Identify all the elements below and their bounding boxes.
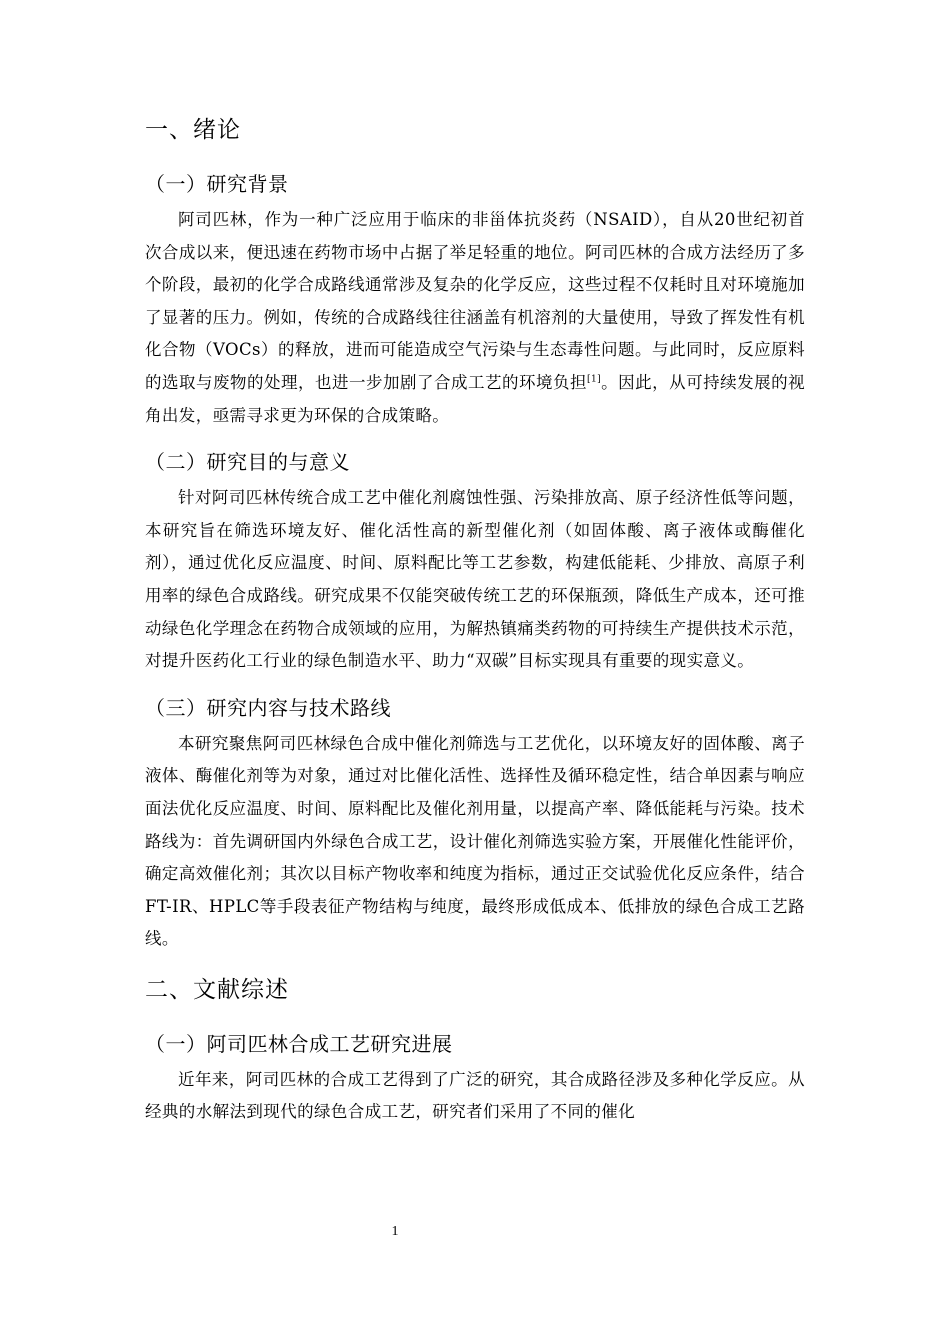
- paragraph-background-text-a: 阿司匹林，作为一种广泛应用于临床的非甾体抗炎药（NSAID），自从20世纪初首次合成以来，便迅速在药物市场中占据了举足轻重的地位。阿司匹林的合成方法经历了多个阶段，最初的化学合成路线通常涉及复杂的化学反应，这些过程不仅耗时且对环境施加了显著的压力。例如，传统的合成路线往往涵盖有机溶剂的大量使用，导致了挥发性有机化合物（VOCs）的释放，进而可能造成空气污染与生态毒性问题。与此同时，反应原料的选取与废物的处理，也进一步加剧了合成工艺的环境负担: [145, 210, 805, 392]
- paragraph-background-text-b: 。因此，从可持续发展的视角出发，亟需寻求更为环保的合成策略。: [145, 372, 805, 425]
- paragraph-content-route: 本研究聚焦阿司匹林绿色合成中催化剂筛选与工艺优化，以环境友好的固体酸、离子液体、酶催化剂等为对象，通过对比催化活性、选择性及循环稳定性，结合单因素与响应面法优化反应温度、时间、原料配比及催化剂用量，以提高产率、降低能耗与污染。技术路线为：首先调研国内外绿色合成工艺，设计催化剂筛选实验方案，开展催化性能评价，确定高效催化剂；其次以目标产物收率和纯度为指标，通过正交试验优化反应条件，结合FT-IR、HPLC等手段表征产物结构与纯度，最终形成低成本、低排放的绿色合成工艺路线。: [145, 733, 805, 949]
- section-heading-literature-review: 二、文献综述: [145, 976, 289, 1003]
- paragraph-synthesis-progress: 近年来，阿司匹林的合成工艺得到了广泛的研究，其合成路径涉及多种化学反应。从经典的水解法到现代的绿色合成工艺，研究者们采用了不同的催化: [145, 1069, 805, 1122]
- subsection-heading-purpose: （二）研究目的与意义: [145, 450, 350, 475]
- citation-ref: [1]: [587, 374, 601, 385]
- paragraph-background: [145, 204, 805, 432]
- subsection-heading-background: （一）研究背景: [145, 172, 289, 196]
- section-heading-introduction: 一、绪论: [145, 117, 241, 143]
- page-content: [145, 110, 805, 1129]
- paragraph-purpose: 针对阿司匹林传统合成工艺中催化剂腐蚀性强、污染排放高、原子经济性低等问题，本研究旨在筛选环境友好、催化活性高的新型催化剂（如固体酸、离子液体或酶催化剂），通过优化反应温度、时间、原料配比等工艺参数，构建低能耗、少排放、高原子利用率的绿色合成路线。研究成果不仅能突破传统工艺的环保瓶颈，降低生产成本，还可推动绿色化学理念在药物合成领域的应用，为解热镇痛类药物的可持续生产提供技术示范，对提升医药化工行业的绿色制造水平、助力“双碳”目标实现具有重要的现实意义。: [145, 488, 805, 671]
- subsection-heading-content-route: （三）研究内容与技术路线: [145, 695, 391, 720]
- subsection-heading-synthesis-progress: （一）阿司匹林合成工艺研究进展: [145, 1031, 453, 1056]
- page-number: 1: [391, 1224, 399, 1239]
